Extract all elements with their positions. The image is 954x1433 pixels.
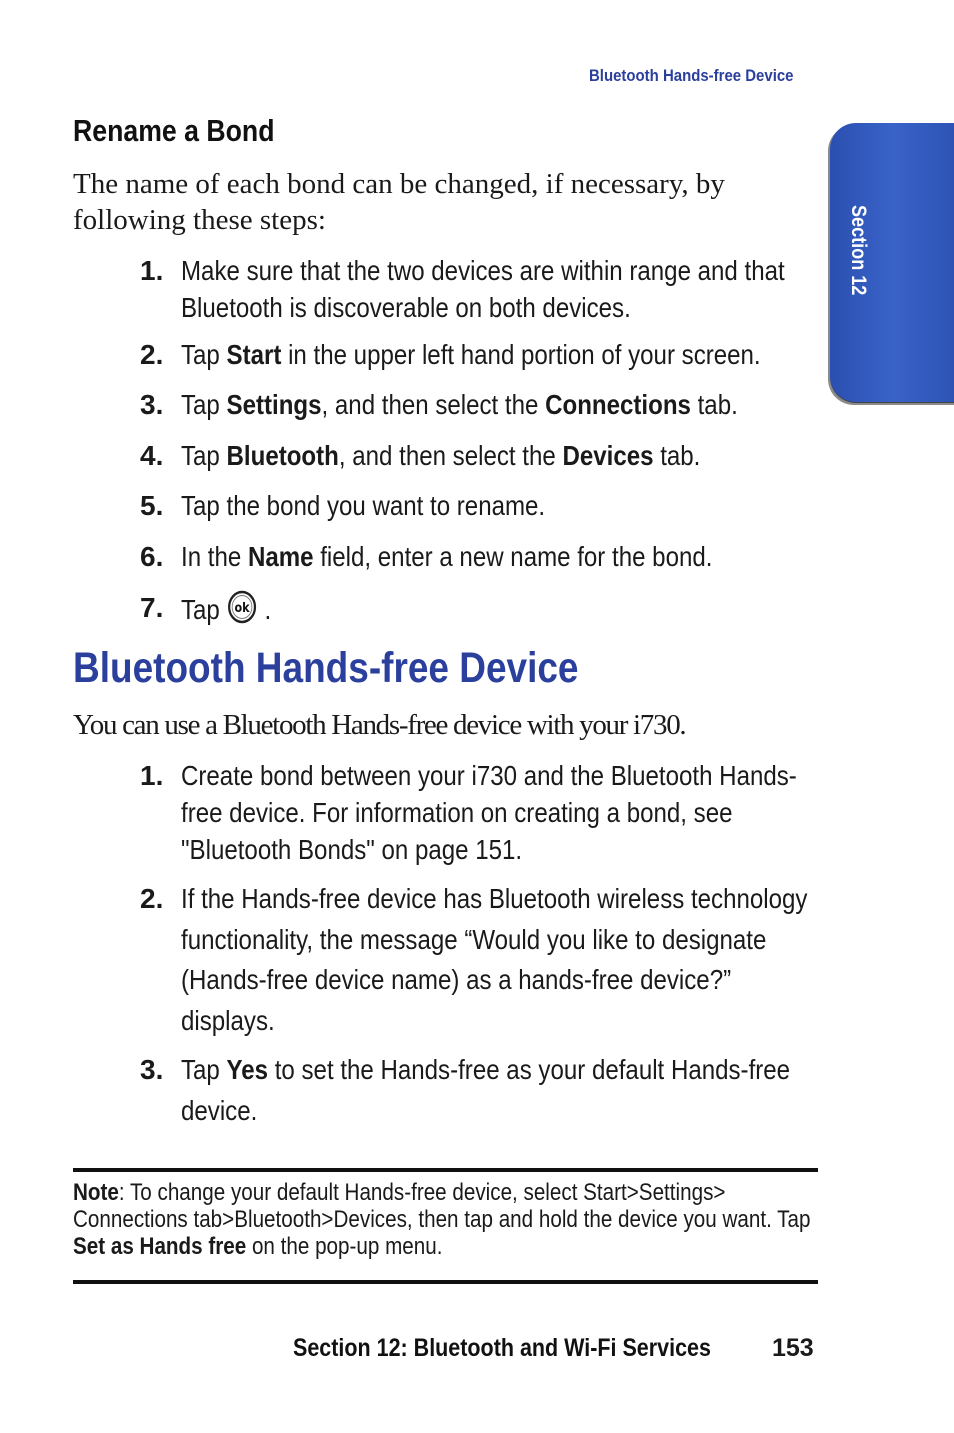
svg-text:ok: ok (234, 600, 250, 616)
footer-section-title: Section 12: Bluetooth and Wi-Fi Services (293, 1334, 711, 1362)
page-number: 153 (772, 1334, 814, 1362)
note-box: Note: To change your default Hands-free device, select Start>Settings> Connections tab>Bluetooth>Devices, then tap and hold the device you want. Tap Set as Hands free on the pop-up menu. (73, 1179, 811, 1260)
running-header: Bluetooth Hands-free Device (589, 66, 794, 85)
section-tab-label: Section 12 (847, 205, 870, 296)
note-top-rule (73, 1168, 818, 1172)
rename-bond-intro: The name of each bond can be changed, if necessary, by following these steps: (73, 168, 725, 236)
bluetooth-handsfree-heading: Bluetooth Hands-free Device (73, 644, 579, 692)
handsfree-intro: You can use a Bluetooth Hands-free device with your i730. (73, 709, 686, 741)
ok-button-icon (225, 589, 259, 634)
note-bottom-rule (73, 1280, 818, 1284)
rename-bond-heading: Rename a Bond (73, 113, 275, 148)
